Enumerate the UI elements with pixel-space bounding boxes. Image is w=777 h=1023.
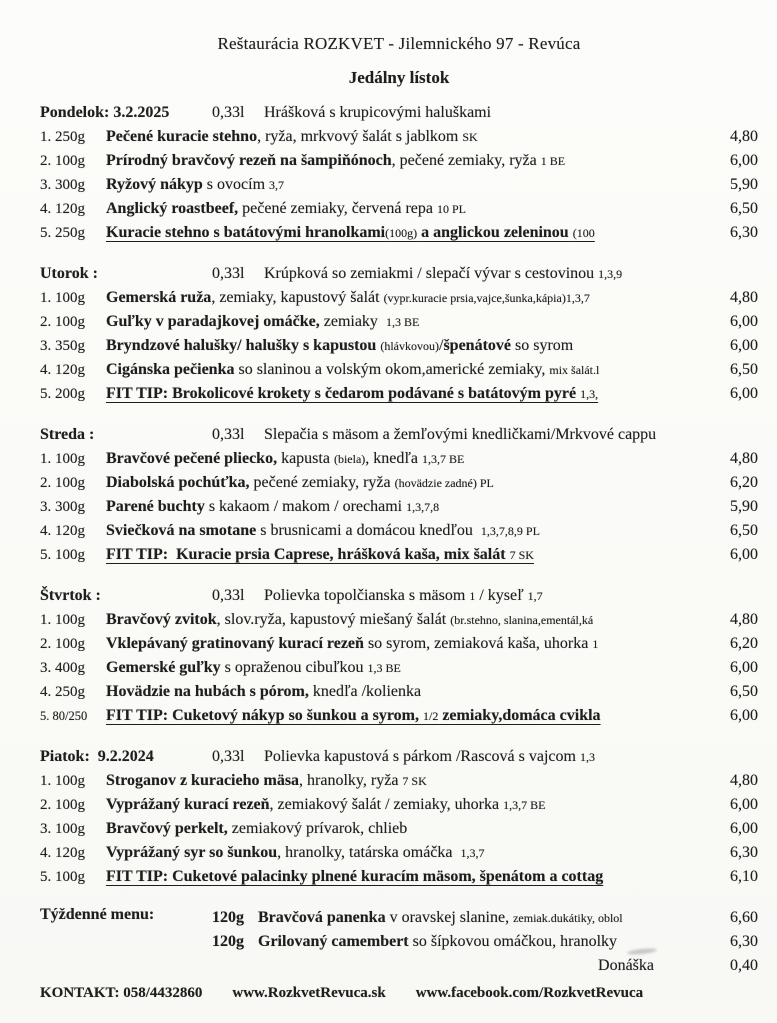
- allergen-note: 1,3,7,8,9 PL: [480, 524, 540, 538]
- item-number-weight: 4. 120g: [40, 362, 85, 378]
- dish-description: knedľa /kolienka: [308, 683, 422, 700]
- dish-description: , slov.ryža, kapustový miešaný šalát: [216, 611, 451, 628]
- menu-item-row: [40, 471, 758, 495]
- day-section: [40, 745, 758, 889]
- dish-description: so slaninou a volským okom,americké zemiaky,: [234, 361, 550, 378]
- item-price: 6,00: [730, 546, 758, 563]
- item-text: [106, 358, 712, 382]
- item-number-weight: 1. 100g: [40, 451, 85, 467]
- item-text: [106, 286, 712, 310]
- dish-description: Slepačia s mäsom a žemľovými knedličkami/Mrkvové cappu: [264, 426, 657, 443]
- item-price: 6,60: [730, 909, 758, 926]
- item-price: 4,80: [730, 450, 758, 467]
- item-text: [106, 447, 712, 471]
- allergen-note: 3,7: [269, 178, 285, 192]
- weekly-menu-items: [212, 906, 758, 978]
- menu-item-row: [40, 495, 758, 519]
- dish-name: Parené buchty: [106, 498, 205, 515]
- contact-facebook: www.facebook.com/RozkvetRevuca: [415, 985, 644, 1001]
- item-price: 6,10: [730, 868, 758, 885]
- item-text: [106, 221, 712, 245]
- dish-description: Polievka topolčianska s mäsom: [264, 587, 470, 604]
- item-number-weight: 2. 100g: [40, 153, 85, 169]
- allergen-note: (br.stehno, slanina,ementál,ká: [450, 613, 594, 627]
- soup-volume: 0,33l: [212, 265, 245, 282]
- soup-name: [264, 745, 758, 769]
- item-text: [106, 632, 712, 656]
- item-number-weight: 3. 350g: [40, 338, 85, 354]
- item-text: [258, 906, 712, 930]
- allergen-note: 1 BE: [540, 154, 566, 168]
- item-price: 5,90: [730, 498, 758, 515]
- item-text: [106, 197, 712, 221]
- item-text: [106, 704, 712, 728]
- allergen-note: 1,3,7,8: [406, 500, 440, 514]
- item-number-weight: 2. 100g: [40, 314, 85, 330]
- dish-name: Diabolská pochúťka,: [106, 474, 250, 491]
- dish-description: Krúpková so zemiakmi / slepačí vývar s cestovinou: [264, 265, 599, 282]
- dish-description: pečené zemiaky, červená repa: [238, 200, 437, 217]
- item-text: [106, 656, 712, 680]
- dish-description: , hranolky, ryža: [299, 772, 403, 789]
- dish-description: so syrom: [511, 337, 574, 354]
- dish-name: a anglickou zeleninou: [417, 224, 573, 241]
- dish-name: FIT TIP: Brokolicové krokety s čedarom podávané s batátovým pyré: [106, 385, 581, 402]
- dish-description: , zemiakový šalát / zemiaky, uhorka: [269, 796, 504, 813]
- soup-volume: 0,33l: [212, 426, 245, 443]
- item-price: 4,80: [730, 289, 758, 306]
- item-price: 4,80: [730, 128, 758, 145]
- soup-name: [264, 101, 758, 125]
- soup-volume: 0,33l: [212, 748, 245, 765]
- item-text: [106, 543, 712, 567]
- dish-description: , hranolky, tatárska omáčka: [277, 844, 461, 861]
- item-weight: 120g: [212, 933, 244, 950]
- menu-item-row: [40, 632, 758, 656]
- item-price: 6,50: [730, 200, 758, 217]
- dish-name: Hovädzie na hubách s pórom,: [106, 683, 309, 700]
- item-price: 6,00: [730, 313, 758, 330]
- dish-name: Kuracie stehno s batátovými hranolkami: [106, 224, 386, 241]
- allergen-note: (100g): [385, 226, 418, 240]
- menu-item-row: [40, 704, 758, 728]
- item-text: [106, 841, 712, 865]
- dish-name: špenátové: [443, 337, 511, 354]
- delivery-row: [212, 954, 758, 978]
- menu-item-row: [40, 656, 758, 680]
- dish-description: kapusta: [277, 450, 334, 467]
- item-number-weight: 1. 100g: [40, 773, 85, 789]
- weekly-item-row: [212, 930, 758, 954]
- dish-description: Polievka kapustová s párkom /Rascová s vajcom: [264, 748, 580, 765]
- dish-name: FIT TIP: Cuketové palacinky plnené kuracím mäsom, špenátom a cottag: [106, 868, 604, 885]
- day-label: Streda :: [40, 426, 95, 443]
- menu-item-row: [40, 286, 758, 310]
- item-price: 6,30: [730, 224, 758, 241]
- allergen-note: mix šalát.l: [549, 363, 600, 377]
- item-number-weight: 4. 120g: [40, 201, 85, 217]
- dish-description: s opraženou cibuľkou: [220, 659, 368, 676]
- dish-description: Hrášková s krupicovými haluškami: [264, 104, 492, 121]
- allergen-note: (hovädzie zadné) PL: [394, 476, 494, 490]
- item-number-weight: 5. 200g: [40, 386, 85, 402]
- item-price: 6,30: [730, 844, 758, 861]
- item-price: 6,00: [730, 796, 758, 813]
- dish-name: Bravčové pečené pliecko,: [106, 450, 278, 467]
- day-header: [40, 584, 758, 608]
- item-number-weight: 2. 100g: [40, 636, 85, 652]
- item-text: [106, 495, 712, 519]
- dish-description: pečené zemiaky, ryža: [249, 474, 395, 491]
- item-weight: 120g: [212, 909, 244, 926]
- menu-item-row: [40, 125, 758, 149]
- allergen-note: 1,7: [527, 589, 543, 603]
- item-text: [106, 125, 712, 149]
- dish-description: so syrom, zemiaková kaša, uhorka: [363, 635, 593, 652]
- allergen-note: 1,3,7 BE: [421, 452, 465, 466]
- dish-name: Stroganov z kuracieho mäsa: [106, 772, 300, 789]
- item-price: 6,50: [730, 522, 758, 539]
- weekly-menu-section: [40, 906, 758, 978]
- dish-description: so šípkovou omáčkou, hranolky: [408, 933, 618, 950]
- item-price: 6,00: [730, 820, 758, 837]
- menu-item-row: [40, 865, 758, 889]
- item-text: [106, 680, 712, 704]
- dish-name: Bravčový zvitok: [106, 611, 217, 628]
- item-text: [106, 382, 712, 406]
- allergen-note: 1,3,9: [598, 267, 623, 281]
- item-price: 6,00: [730, 385, 758, 402]
- item-number-weight: 2. 100g: [40, 475, 85, 491]
- item-number-weight: 1. 100g: [40, 612, 85, 628]
- item-price: 5,90: [730, 176, 758, 193]
- dish-name: Vyprážaný kurací rezeň: [106, 796, 270, 813]
- menu-item-row: [40, 149, 758, 173]
- dish-description: zemiaky: [319, 313, 386, 330]
- dish-name: Gemerská ruža: [106, 289, 212, 306]
- menu-item-row: [40, 519, 758, 543]
- item-text: [106, 471, 712, 495]
- item-number-weight: 4. 250g: [40, 684, 85, 700]
- allergen-note: (hlávkovou): [380, 339, 439, 353]
- contact-line: [40, 985, 758, 1002]
- item-text: [106, 865, 712, 889]
- menu-item-row: [40, 793, 758, 817]
- menu-item-row: [40, 382, 758, 406]
- item-price: 6,20: [730, 474, 758, 491]
- allergen-note: zemiak.dukátiky, oblol: [513, 911, 623, 925]
- dish-description: , knedľa: [365, 450, 422, 467]
- item-price: 6,00: [730, 152, 758, 169]
- dish-name: Prírodný bravčový rezeň na šampiňónoch: [106, 152, 392, 169]
- allergen-note: 10 PL: [436, 202, 466, 216]
- menu-item-row: [40, 358, 758, 382]
- item-price: 6,00: [730, 659, 758, 676]
- item-number-weight: 3. 300g: [40, 177, 85, 193]
- dish-description: , ryža, mrkvový šalát s jablkom: [257, 128, 463, 145]
- allergen-note: (vypr.kuracie prsia,vajce,šunka,kápia)1,3,7: [383, 291, 590, 305]
- item-number-weight: 2. 100g: [40, 797, 85, 813]
- allergen-note: 1,3 BE: [367, 661, 401, 675]
- menu-item-row: [40, 817, 758, 841]
- dish-description: / kyseľ: [475, 587, 528, 604]
- contact-phone: KONTAKT: 058/4432860: [40, 985, 203, 1001]
- soup-name: [264, 262, 758, 286]
- menu-subtitle: Jedálny lístok: [348, 68, 450, 87]
- item-text: [106, 149, 712, 173]
- dish-name: Bravčová panenka: [258, 909, 386, 926]
- allergen-note: 1,3,7 BE: [503, 798, 546, 812]
- item-price: 4,80: [730, 611, 758, 628]
- dish-description: v oravskej slanine,: [385, 909, 514, 926]
- dish-description: zemiakový prívarok, chlieb: [227, 820, 408, 837]
- day-label: Pondelok: 3.2.2025: [40, 104, 170, 121]
- weekly-item-rows: [212, 906, 758, 954]
- allergen-note: 7 SK: [509, 548, 534, 562]
- allergen-note: SK: [462, 130, 478, 144]
- item-number-weight: 4. 120g: [40, 523, 85, 539]
- item-text: [106, 173, 712, 197]
- dish-description: , pečené zemiaky, ryža: [391, 152, 541, 169]
- dish-name: Cigánska pečienka: [106, 361, 235, 378]
- item-text: [106, 793, 712, 817]
- dish-description: s kakaom / makom / orechami: [204, 498, 407, 515]
- menu-body: [40, 101, 758, 889]
- allergen-note: 1: [469, 589, 476, 603]
- item-text: [106, 310, 712, 334]
- soup-volume: 0,33l: [212, 587, 245, 604]
- dish-description: s ovocím: [202, 176, 270, 193]
- dish-name: Sviečková na smotane: [106, 522, 257, 539]
- item-number-weight: 3. 300g: [40, 499, 85, 515]
- dish-name: Ryžový nákyp: [106, 176, 203, 193]
- allergen-note: (biela): [333, 452, 366, 466]
- menu-item-row: [40, 173, 758, 197]
- item-price: 6,00: [730, 707, 758, 724]
- allergen-note: 1/2: [422, 709, 439, 723]
- soup-name: [264, 423, 758, 447]
- day-section: [40, 262, 758, 406]
- day-section: [40, 584, 758, 728]
- dish-description: s brusnicami a domácou knedľou: [256, 522, 481, 539]
- item-text: [106, 519, 712, 543]
- item-number-weight: 5. 100g: [40, 547, 85, 563]
- dish-name: Pečené kuracie stehno: [106, 128, 258, 145]
- weekly-menu-label: Týždenné menu:: [40, 906, 155, 923]
- menu-item-row: [40, 608, 758, 632]
- dish-name: Vyprážaný syr so šunkou: [106, 844, 278, 861]
- menu-item-row: [40, 769, 758, 793]
- menu-item-row: [40, 197, 758, 221]
- menu-item-row: [40, 543, 758, 567]
- item-number-weight: 5. 80/250: [40, 709, 88, 723]
- item-number-weight: 1. 100g: [40, 290, 85, 306]
- menu-item-row: [40, 310, 758, 334]
- dish-name: Guľky v paradajkovej omáčke,: [106, 313, 320, 330]
- item-number-weight: 3. 400g: [40, 660, 85, 676]
- day-header: [40, 423, 758, 447]
- item-number-weight: 1. 250g: [40, 129, 85, 145]
- item-text: [106, 334, 712, 358]
- item-text: [106, 769, 712, 793]
- day-label: Piatok: 9.2.2024: [40, 748, 154, 765]
- dish-name: Bravčový perkelt,: [106, 820, 228, 837]
- restaurant-title: Reštaurácia ROZKVET - Jilemnického 97 - Revúca: [217, 34, 581, 53]
- allergen-note: 1,3 BE: [385, 315, 420, 329]
- menu-item-row: [40, 221, 758, 245]
- weekly-item-row: [212, 906, 758, 930]
- dish-name: FIT TIP: Kuracie prsia Caprese, hrášková kaša, mix šalát: [106, 546, 510, 563]
- allergen-note: 1,3,: [580, 387, 599, 401]
- dish-name: Gemerské guľky: [106, 659, 221, 676]
- item-price: 6,00: [730, 337, 758, 354]
- item-text: [106, 608, 712, 632]
- allergen-note: 1,3,7: [460, 846, 485, 860]
- dish-name: Anglický roastbeef,: [106, 200, 239, 217]
- soup-name: [264, 584, 758, 608]
- day-section: [40, 101, 758, 245]
- dish-description: /: [438, 337, 444, 354]
- contact-website: www.RozkvetRevuca.sk: [232, 985, 386, 1001]
- delivery-label: Donáška: [598, 957, 654, 974]
- day-label: Štvrtok :: [40, 587, 101, 604]
- menu-item-row: [40, 334, 758, 358]
- allergen-note: (100: [572, 226, 595, 240]
- dish-name: FIT TIP: Cuketový nákyp so šunkou a syrom,: [106, 707, 423, 724]
- allergen-note: 1: [592, 637, 599, 651]
- item-number-weight: 5. 100g: [40, 869, 85, 885]
- dish-name: Bryndzové halušky/ halušky s kapustou: [106, 337, 381, 354]
- day-header: [40, 262, 758, 286]
- dish-name: zemiaky,domáca cvikla: [438, 707, 601, 724]
- item-price: 6,30: [730, 933, 758, 950]
- day-label: Utorok :: [40, 265, 98, 282]
- soup-volume: 0,33l: [212, 104, 245, 121]
- item-price: 6,50: [730, 361, 758, 378]
- allergen-note: 7 SK: [402, 774, 427, 788]
- item-number-weight: 5. 250g: [40, 225, 85, 241]
- item-price: 4,80: [730, 772, 758, 789]
- dish-description: , zemiaky, kapustový šalát: [211, 289, 384, 306]
- delivery-price: 0,40: [730, 957, 758, 974]
- item-price: 6,20: [730, 635, 758, 652]
- dish-name: Grilovaný camembert: [258, 933, 409, 950]
- day-section: [40, 423, 758, 567]
- item-number-weight: 3. 100g: [40, 821, 85, 837]
- item-price: 6,50: [730, 683, 758, 700]
- dish-name: Vklepávaný gratinovaný kurací rezeň: [106, 635, 364, 652]
- menu-item-row: [40, 447, 758, 471]
- item-text: [106, 817, 712, 841]
- menu-item-row: [40, 680, 758, 704]
- allergen-note: 1,3: [579, 750, 595, 764]
- day-header: [40, 101, 758, 125]
- day-header: [40, 745, 758, 769]
- item-number-weight: 4. 120g: [40, 845, 85, 861]
- menu-item-row: [40, 841, 758, 865]
